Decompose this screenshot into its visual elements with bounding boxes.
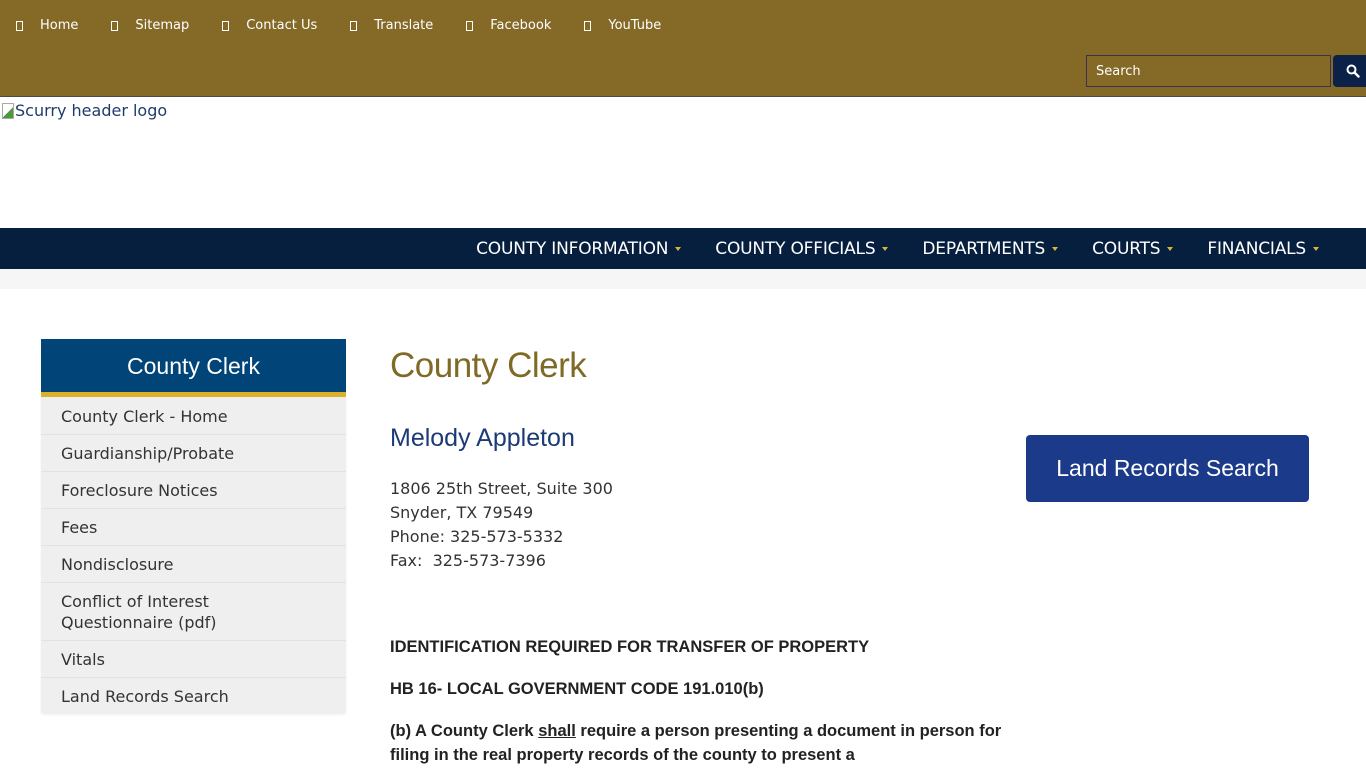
- utility-link-contact-us[interactable]: [222, 18, 317, 33]
- nav-label: COUNTY INFORMATION: [476, 238, 669, 259]
- nav-label: COURTS: [1092, 238, 1161, 259]
- sidebar-item-conflict-of-interest[interactable]: Conflict of Interest Questionnaire (pdf): [41, 583, 346, 641]
- nav-label: DEPARTMENTS: [922, 238, 1046, 259]
- caret-down-icon: [1167, 247, 1173, 251]
- address-line-2: Snyder, TX 79549: [390, 503, 534, 522]
- sitemap-icon: [111, 21, 118, 31]
- utility-link-sitemap[interactable]: [111, 18, 189, 33]
- breadcrumb-bar: [0, 269, 1366, 289]
- body-underlined: shall: [538, 722, 576, 740]
- search-button[interactable]: [1333, 55, 1366, 87]
- address-line-1: 1806 25th Street, Suite 300: [390, 479, 613, 498]
- caret-down-icon: [1313, 247, 1319, 251]
- sidebar-item-land-records-search[interactable]: Land Records Search: [61, 687, 229, 706]
- sidebar: [41, 339, 346, 714]
- caret-down-icon: [1052, 247, 1058, 251]
- caret-down-icon: [882, 247, 888, 251]
- sidebar-item-foreclosure-notices[interactable]: Foreclosure Notices: [41, 472, 346, 509]
- translate-icon: [350, 21, 357, 31]
- code-heading: HB 16- LOCAL GOVERNMENT CODE 191.010(b): [390, 680, 764, 698]
- main-nav: [0, 228, 1366, 269]
- body-prefix: (b) A County Clerk: [390, 722, 539, 740]
- utility-link-label: Facebook: [490, 18, 552, 33]
- fax-number: Fax: 325-573-7396: [390, 551, 546, 570]
- sidebar-item-nondisclosure[interactable]: Nondisclosure: [41, 546, 346, 583]
- notice-heading: IDENTIFICATION REQUIRED FOR TRANSFER OF PROPERTY: [390, 638, 870, 656]
- page-title: County Clerk: [390, 346, 587, 385]
- home-icon: [16, 21, 23, 31]
- sidebar-item-guardianship-probate[interactable]: Guardianship/Probate: [41, 435, 346, 472]
- utility-links: [16, 18, 694, 33]
- caret-down-icon: [675, 247, 681, 251]
- utility-link-label: Sitemap: [135, 18, 190, 33]
- nav-county-information[interactable]: [476, 239, 681, 259]
- phone-number: Phone: 325-573-5332: [390, 527, 564, 546]
- nav-financials[interactable]: [1207, 239, 1319, 259]
- facebook-icon: [466, 21, 473, 31]
- header-logo[interactable]: [2, 101, 167, 120]
- utility-link-translate[interactable]: [350, 18, 433, 33]
- official-name: Melody Appleton: [390, 424, 575, 452]
- sidebar-title: County Clerk: [41, 339, 346, 397]
- utility-bar: [0, 0, 1366, 97]
- notice-body: [390, 719, 1010, 767]
- utility-link-label: Translate: [374, 18, 434, 33]
- sidebar-menu: [41, 397, 346, 714]
- sidebar-item-county-clerk-home[interactable]: County Clerk - Home: [41, 397, 346, 435]
- nav-county-officials[interactable]: [715, 239, 888, 259]
- utility-link-label: Home: [40, 18, 79, 33]
- search-input[interactable]: [1086, 55, 1331, 87]
- nav-label: FINANCIALS: [1207, 238, 1306, 259]
- utility-link-label: Contact Us: [246, 18, 318, 33]
- broken-image-icon: [2, 103, 14, 119]
- search-form: [1086, 55, 1366, 87]
- body-suffix: require a person presenting a document in person for filing in the real property records of the county to present a: [390, 722, 1002, 764]
- nav-courts[interactable]: [1092, 239, 1173, 259]
- youtube-icon: [584, 21, 591, 31]
- utility-link-home[interactable]: [16, 18, 78, 33]
- nav-label: COUNTY OFFICIALS: [715, 238, 876, 259]
- land-records-search-button[interactable]: Land Records Search: [1026, 435, 1309, 502]
- utility-link-facebook[interactable]: [466, 18, 551, 33]
- id-notice: [390, 637, 1010, 767]
- sidebar-item-fees[interactable]: Fees: [41, 509, 346, 546]
- contact-icon: [222, 21, 229, 31]
- main-content: [390, 340, 1010, 768]
- utility-link-youtube[interactable]: [584, 18, 661, 33]
- search-icon: [1346, 64, 1360, 78]
- nav-departments[interactable]: [922, 239, 1058, 259]
- contact-info: [390, 477, 1010, 573]
- utility-link-label: YouTube: [608, 18, 662, 33]
- sidebar-item-vitals[interactable]: Vitals: [41, 641, 346, 678]
- logo-alt-text: Scurry header logo: [15, 101, 168, 120]
